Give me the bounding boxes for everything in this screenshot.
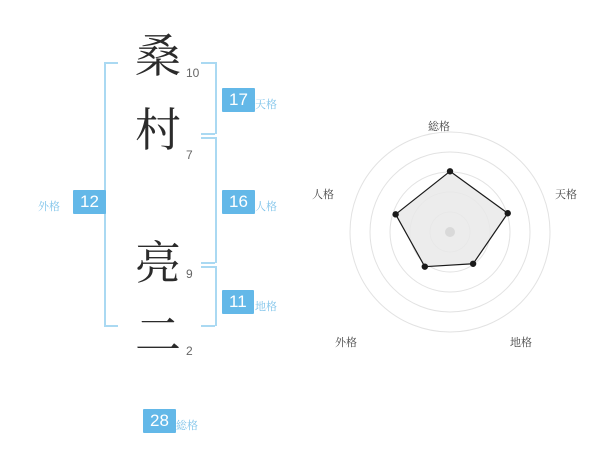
gaikaku-bracket-bottom xyxy=(104,325,118,327)
radar-axis-label-gaikaku: 外格 xyxy=(335,337,357,349)
radar-axis-label-jinkaku: 人格 xyxy=(312,189,334,201)
chikaku-bracket-bottom xyxy=(201,325,215,327)
chikaku-value: 11 xyxy=(222,290,254,314)
soukaku-label: 総格 xyxy=(176,420,198,432)
tenkaku-label: 天格 xyxy=(255,99,277,111)
radar-axis-label-chikaku: 地格 xyxy=(510,337,532,349)
radar-axis-label-soukaku: 総格 xyxy=(428,121,450,133)
stroke-count: 9 xyxy=(186,267,193,281)
chikaku-label: 地格 xyxy=(255,301,277,313)
gaikaku-bracket-top xyxy=(104,62,118,64)
jinkaku-bracket-bottom xyxy=(201,262,215,264)
soukaku-value: 28 xyxy=(143,409,176,433)
stroke-count: 7 xyxy=(186,148,193,162)
radar-axis-label-tenkaku: 天格 xyxy=(555,189,577,201)
tenkaku-bracket-bottom xyxy=(201,133,215,135)
jinkaku-bracket-vertical xyxy=(215,137,217,263)
chikaku-bracket-vertical xyxy=(215,266,217,326)
name-character: 村 xyxy=(135,103,181,157)
name-character: 二 xyxy=(135,308,181,362)
name-character: 桑 xyxy=(135,29,181,83)
jinkaku-bracket-top xyxy=(201,137,215,139)
jinkaku-label: 人格 xyxy=(255,201,277,213)
gaikaku-label: 外格 xyxy=(38,201,60,213)
jinkaku-value: 16 xyxy=(222,190,255,214)
stroke-count: 10 xyxy=(186,66,200,80)
radar-chart-panel xyxy=(300,0,600,470)
radar-chart xyxy=(318,112,582,352)
gaikaku-value: 12 xyxy=(73,190,106,214)
tenkaku-bracket-top xyxy=(201,62,215,64)
tenkaku-bracket-vertical xyxy=(215,62,217,134)
name-character: 亮 xyxy=(135,236,181,290)
stroke-count: 2 xyxy=(186,344,193,358)
radar-center-dot xyxy=(445,227,455,237)
tenkaku-value: 17 xyxy=(222,88,255,112)
